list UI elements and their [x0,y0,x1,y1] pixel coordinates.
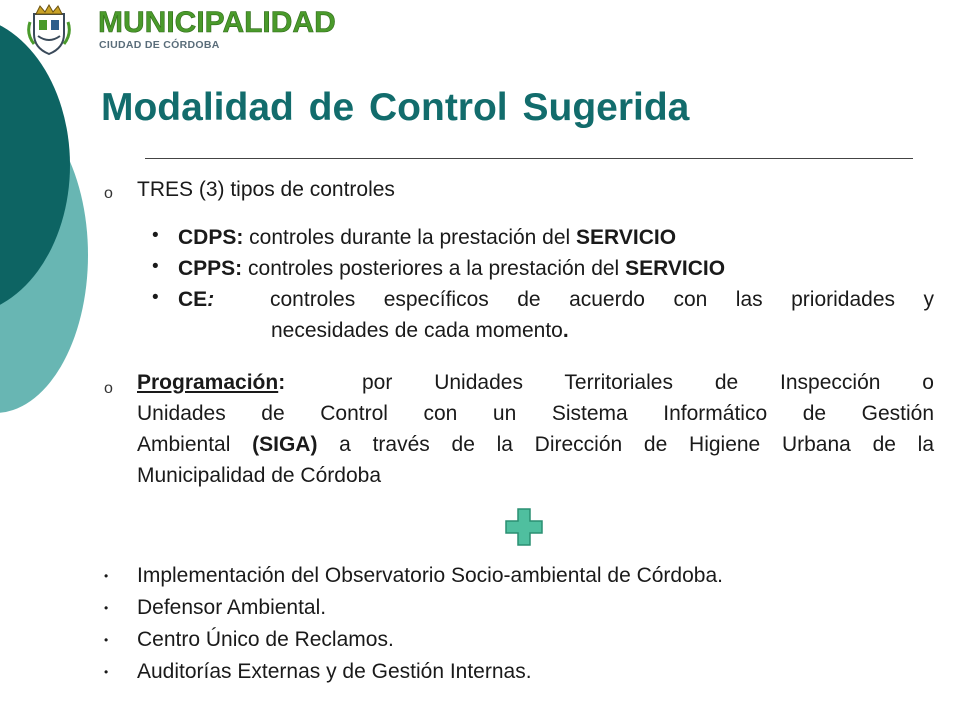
title-divider [145,158,913,159]
logo-title: MUNICIPALIDAD [98,6,336,39]
list-item: Defensor Ambiental. [137,596,327,619]
bullet-icon: • [104,665,109,679]
bullet-icon: • [152,256,159,277]
control-label: CDPS: [178,226,244,249]
bullet-icon: • [104,633,109,647]
circle-bullet-icon: o [104,380,113,397]
control-item-ce-continued: necesidades de cada momento. [271,319,569,342]
municipalidad-logo [26,4,336,56]
programacion-term: Programación: [137,371,286,394]
programacion-line1: por Unidades Territoriales de Inspección o [362,371,934,394]
logo-subtitle: CIUDAD DE CÓRDOBA [99,39,220,51]
list-item: Implementación del Observatorio Socio-ambiental de Córdoba. [137,564,723,587]
bullet-icon: • [104,601,109,615]
control-item-cdps [178,223,676,253]
control-label-colon: : [207,288,215,311]
control-text: controles posteriores a la prestación del [242,257,626,280]
control-text: controles durante la prestación del [243,226,577,249]
bullet-icon: • [152,225,159,246]
control-item-ce-label [178,285,214,315]
circle-bullet-icon: o [104,185,113,202]
programacion-line4: Municipalidad de Córdoba [137,464,381,487]
list-item: Auditorías Externas y de Gestión Internas. [137,660,532,683]
control-label: CE [178,288,208,311]
bullet-icon: • [104,569,109,583]
page-title: Modalidad de Control Sugerida [101,86,690,129]
control-item-ce-text: controles específicos de acuerdo con las prioridades y [270,288,934,311]
plus-icon [505,508,543,546]
control-item-cpps [178,254,725,284]
programacion-line2: Unidades de Control con un Sistema Informático de Gestión [137,402,934,425]
control-label: CPPS: [178,257,243,280]
list-item: Centro Único de Reclamos. [137,628,394,651]
coat-of-arms-icon [26,4,72,56]
control-strong: SERVICIO [576,226,677,249]
control-strong: SERVICIO [625,257,726,280]
section1-heading: TRES (3) tipos de controles [137,178,395,201]
bullet-icon: • [152,287,159,308]
programacion-line3: Ambiental (SIGA) a través de la Dirección de Higiene Urbana de la [137,433,935,456]
